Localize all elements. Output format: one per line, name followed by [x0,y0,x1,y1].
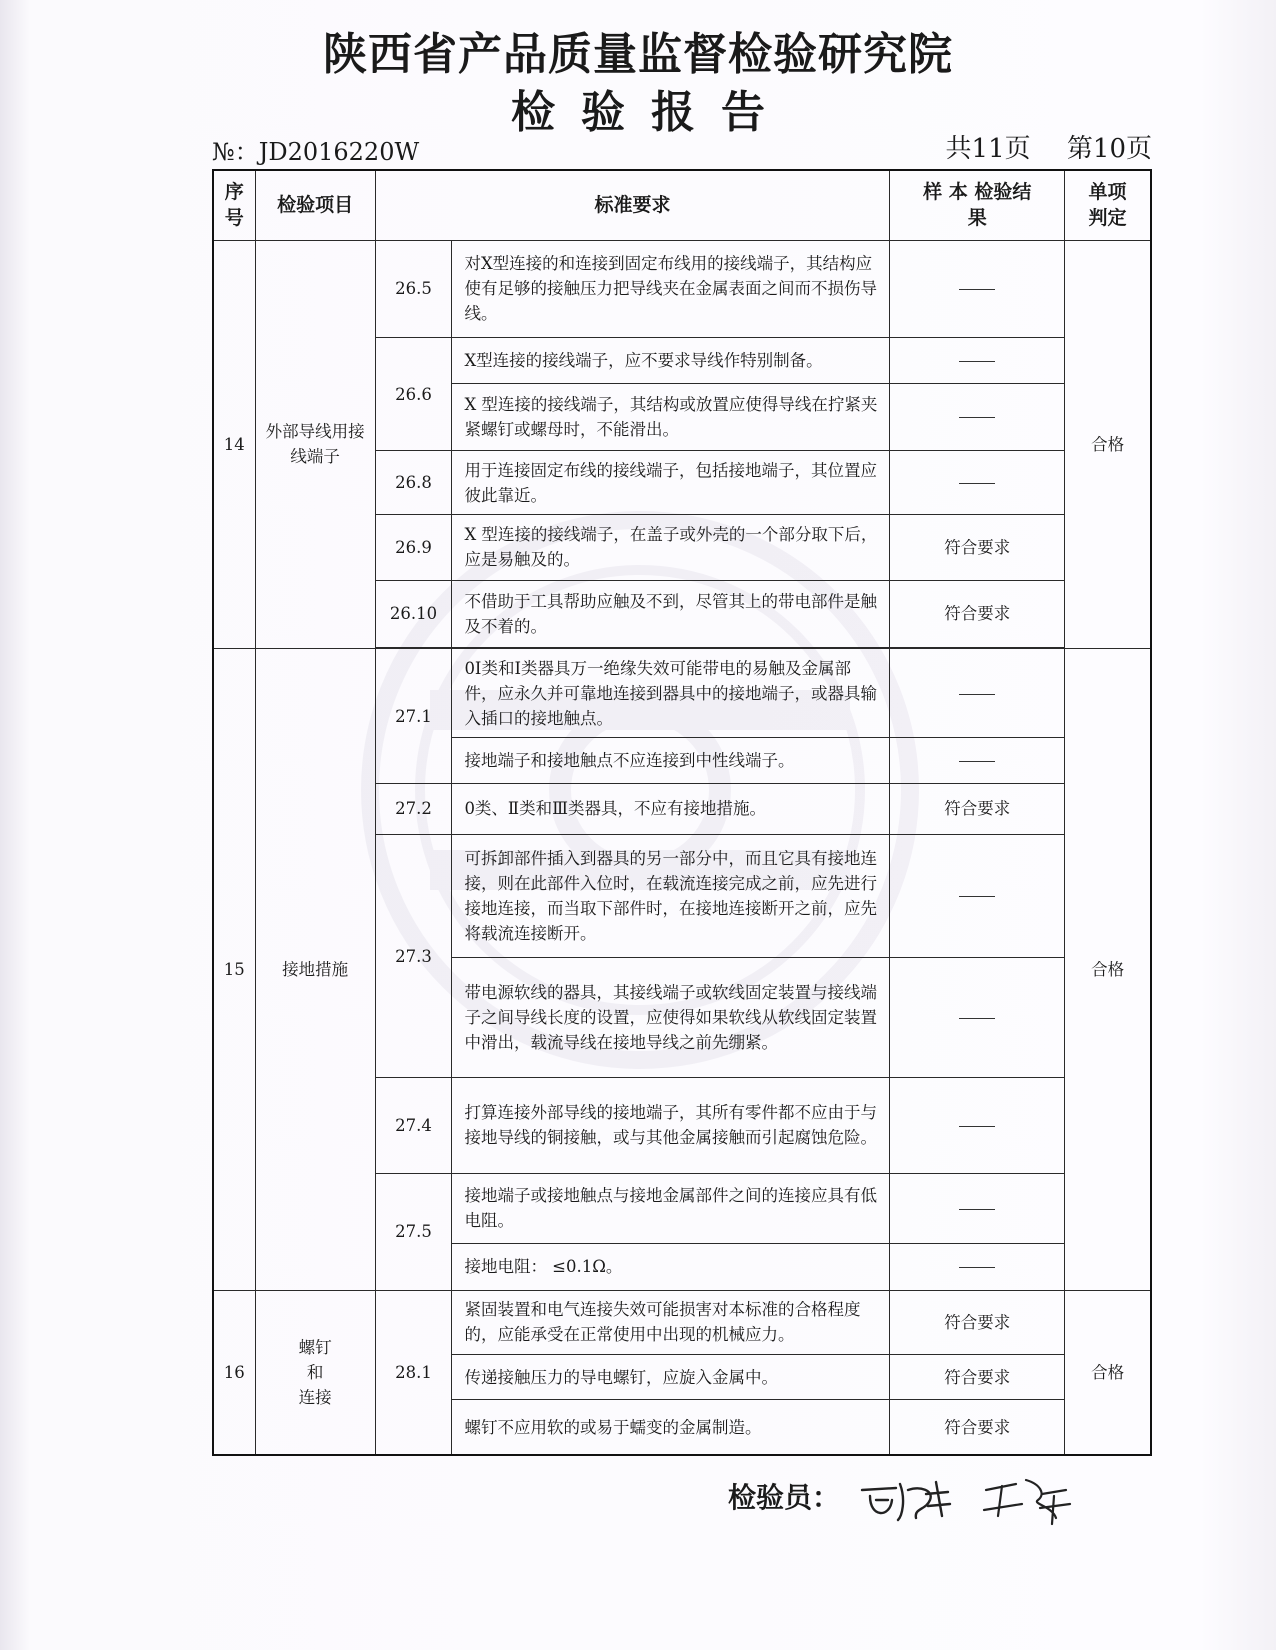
table-row [213,240,1151,337]
institute-name: 陕西省产品质量监督检验研究院 [323,29,953,80]
requirement-cell: 不借助于工具帮助应触及不到，尽管其上的带电部件是触及不着的。 [452,580,890,648]
inspector-signatures [856,1460,1086,1530]
dash-mark [959,896,995,897]
result-cell [890,738,1065,784]
clause-cell: 26.10 [375,580,452,648]
page-indicator [918,128,1152,165]
requirement-cell: 接地端子和接地触点不应连接到中性线端子。 [452,738,890,784]
report-number: №：JD2016220W [212,138,420,166]
dash-mark [959,1126,995,1127]
header-seq: 序号 [213,170,255,240]
result-cell [890,834,1065,957]
header-judgement: 单项 判定 [1065,170,1151,240]
current-page: 第10页 [1066,134,1152,164]
result-cell [890,957,1065,1078]
result-cell [890,383,1065,451]
item-line: 和 [306,1363,324,1383]
result-cell: 符合要求 [890,1400,1065,1455]
requirement-cell: 接地电阻： ≤0.1Ω。 [452,1243,890,1291]
seq-cell: 14 [213,240,255,649]
judgement-cell: 合格 [1065,1291,1151,1455]
clause-cell: 27.1 [375,649,452,784]
requirement-cell: 对X型连接的和连接到固定布线用的接线端子，其结构应使有足够的接触压力把导线夹在金属表面之间而不损伤导线。 [452,240,890,337]
clause-cell: 26.6 [375,337,452,450]
result-cell [890,451,1065,515]
header-result: 样 本 检验结果 [890,170,1065,240]
requirement-cell: 用于连接固定布线的接线端子，包括接地端子，其位置应彼此靠近。 [452,451,890,515]
item-line: 螺钉 [298,1338,332,1358]
result-cell: 符合要求 [890,1354,1065,1400]
judgement-cell: 合格 [1065,240,1151,649]
header-item: 检验项目 [255,170,375,240]
seq-cell: 15 [213,649,255,1291]
item-cell [255,1291,375,1455]
result-cell [890,240,1065,337]
seq-cell: 16 [213,1291,255,1455]
requirement-cell: 可拆卸部件插入到器具的另一部分中，而且它具有接地连接，则在此部件入位时，在载流连接完成之前，应先进行接地连接，而当取下部件时，在接地连接断开之前，应先将载流连接断开。 [452,834,890,957]
item-cell: 外部导线用接线端子 [255,240,375,649]
result-cell: 符合要求 [890,783,1065,834]
requirement-cell: 0Ⅰ类和Ⅰ类器具万一绝缘失效可能带电的易触及金属部件，应永久并可靠地连接到器具中的接地端子，或器具输入插口的接地触点。 [452,649,890,738]
dash-mark [959,361,995,362]
judgement-cell: 合格 [1065,649,1151,1291]
dash-mark [959,1209,995,1210]
requirement-cell: X型连接的接线端子，应不要求导线作特别制备。 [452,337,890,383]
total-pages: 共11页 [945,134,1031,164]
table-row [213,1291,1151,1355]
dash-mark [959,694,995,695]
requirement-cell: 螺钉不应用软的或易于蠕变的金属制造。 [452,1400,890,1455]
item-line: 连接 [298,1388,332,1408]
clause-cell: 28.1 [375,1291,452,1455]
item-cell: 接地措施 [255,649,375,1291]
clause-cell: 27.3 [375,834,452,1078]
dash-mark [959,761,995,762]
result-cell [890,649,1065,738]
result-cell [890,1078,1065,1173]
dash-mark [959,483,995,484]
clause-cell: 26.8 [375,451,452,515]
result-cell [890,1243,1065,1291]
result-cell: 符合要求 [890,514,1065,580]
dash-mark [959,289,995,290]
clause-cell: 26.5 [375,240,452,337]
requirement-cell: 传递接触压力的导电螺钉，应旋入金属中。 [452,1354,890,1400]
requirement-cell: 打算连接外部导线的接地端子，其所有零件都不应由于与接地导线的铜接触，或与其他金属接触而引起腐蚀危险。 [452,1078,890,1173]
dash-mark [959,417,995,418]
table-row [213,649,1151,738]
dash-mark [959,1267,995,1268]
clause-cell: 27.2 [375,783,452,834]
dash-mark [959,1018,995,1019]
clause-cell: 27.5 [375,1173,452,1291]
result-cell: 符合要求 [890,1291,1065,1355]
requirement-cell: 紧固装置和电气连接失效可能损害对本标准的合格程度的，应能承受在正常使用中出现的机械应力。 [452,1291,890,1355]
clause-cell: 27.4 [375,1078,452,1173]
clause-cell: 26.9 [375,514,452,580]
header-standard: 标准要求 [375,170,890,240]
result-cell [890,1173,1065,1243]
result-cell [890,337,1065,383]
inspector-label: 检验员： [728,1481,841,1514]
report-title: 检验报告 [511,87,791,138]
requirement-cell: 0类、Ⅱ类和Ⅲ类器具，不应有接地措施。 [452,783,890,834]
requirement-cell: X 型连接的接线端子，在盖子或外壳的一个部分取下后，应是易触及的。 [452,514,890,580]
requirement-cell: X 型连接的接线端子，其结构或放置应使得导线在拧紧夹紧螺钉或螺母时，不能滑出。 [452,383,890,451]
requirement-cell: 接地端子或接地触点与接地金属部件之间的连接应具有低电阻。 [452,1173,890,1243]
result-cell: 符合要求 [890,580,1065,648]
inspection-table [212,169,1152,1456]
requirement-cell: 带电源软线的器具，其接线端子或软线固定装置与接线端子之间导线长度的设置，应使得如果软线从软线固定装置中滑出，载流导线在接地导线之前先绷紧。 [452,957,890,1078]
